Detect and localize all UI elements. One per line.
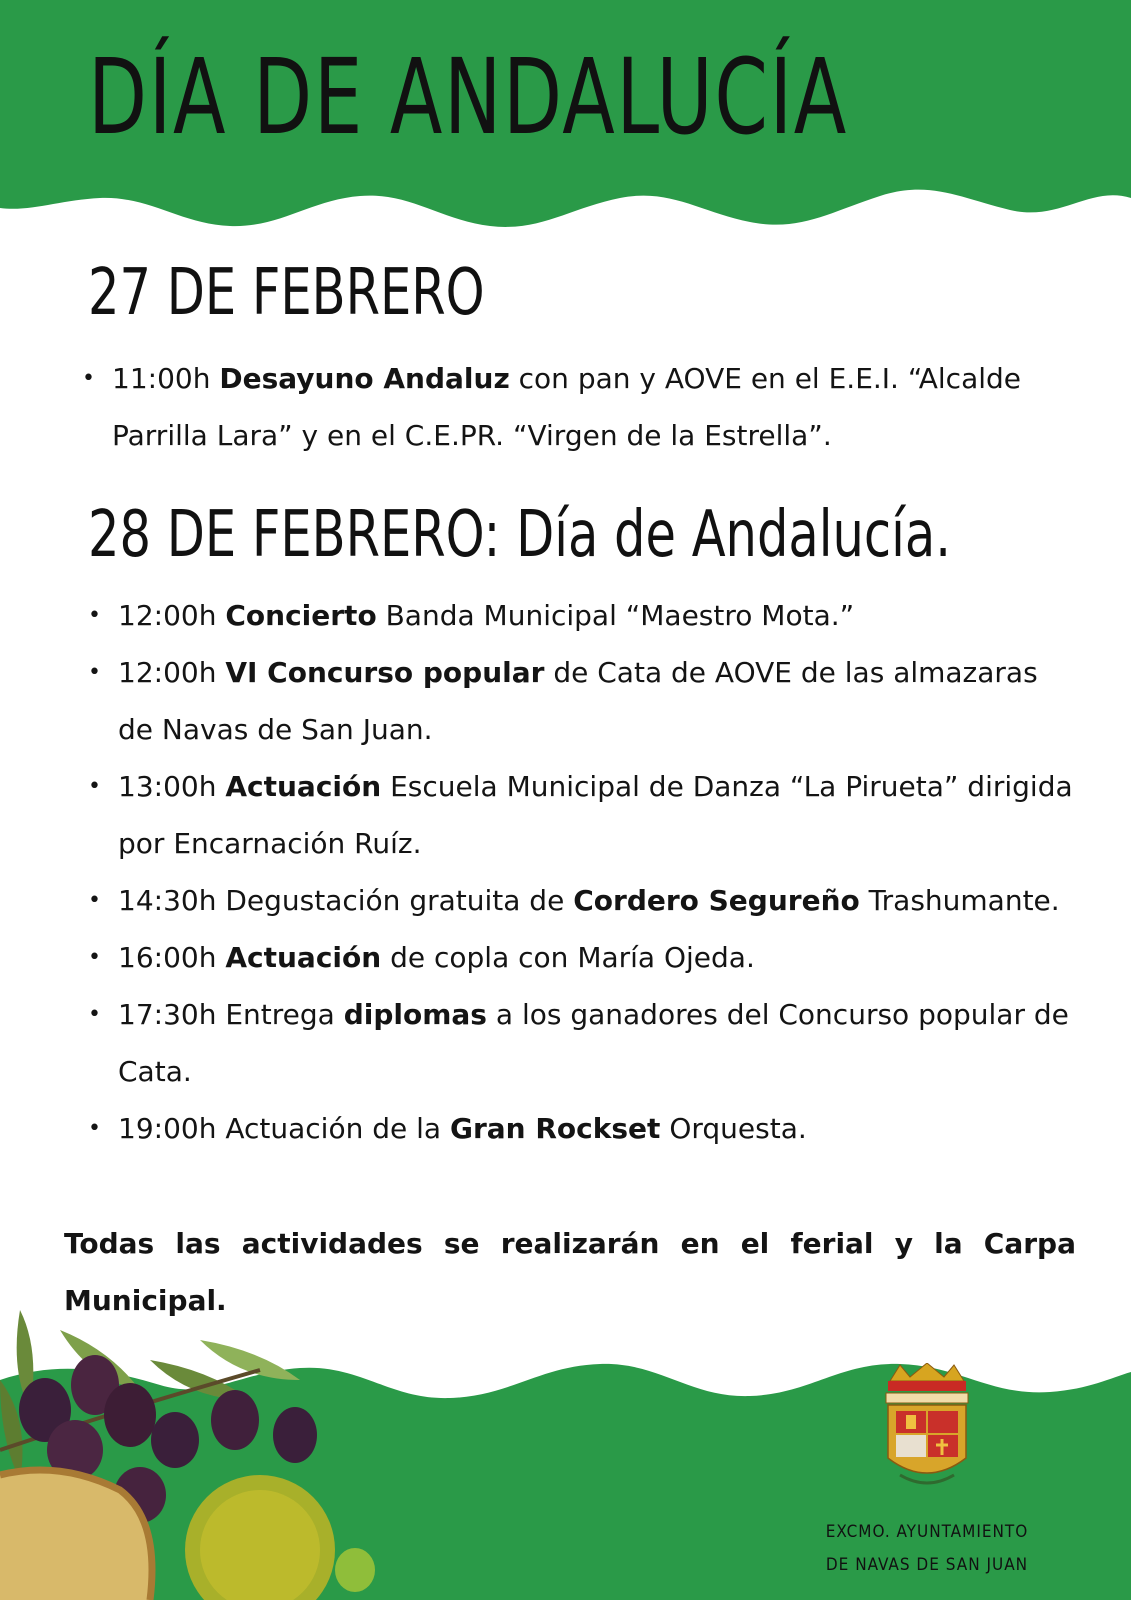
municipal-crest-icon: [880, 1363, 975, 1493]
list-item: • 12:00h VI Concurso popular de Cata de AOVE de las almazaras de Navas de San Juan.: [88, 644, 1078, 758]
day1-event-list: [82, 350, 1062, 464]
list-item: • 12:00h Concierto Banda Municipal “Maestro Mota.”: [88, 587, 1078, 644]
day1-heading: 27 DE FEBRERO: [88, 256, 485, 330]
closing-note: Todas las actividades se realizarán en el ferial y la Carpa Municipal.: [64, 1227, 1076, 1317]
list-item: • 13:00h Actuación Escuela Municipal de Danza “La Pirueta” dirigida por Encarnación Ruíz.: [88, 758, 1078, 872]
footer-line-1: EXCMO. AYUNTAMIENTO: [825, 1522, 1029, 1542]
day2-event-list: [88, 587, 1078, 1157]
list-item: • 17:30h Entrega diplomas a los ganadores del Concurso popular de Cata.: [88, 986, 1078, 1100]
list-item: • 19:00h Actuación de la Gran Rockset Orquesta.: [88, 1100, 1078, 1157]
day2-heading: 28 DE FEBRERO: Día de Andalucía.: [88, 498, 951, 572]
list-item: • 16:00h Actuación de copla con María Ojeda.: [88, 929, 1078, 986]
olive-oil-bowl: [185, 1475, 375, 1600]
footer-line-2: DE NAVAS DE SAN JUAN: [825, 1555, 1029, 1575]
list-item: • 11:00h Desayuno Andaluz con pan y AOVE en el E.E.I. “Alcalde Parrilla Lara” y en el C.E.PR. “Virgen de la Estrella”.: [82, 350, 1062, 464]
list-item: • 14:30h Degustación gratuita de Cordero Segureño Trashumante.: [88, 872, 1078, 929]
olive-branch-illustration: [0, 1290, 380, 1600]
page-title: DÍA DE ANDALUCÍA: [88, 36, 848, 158]
